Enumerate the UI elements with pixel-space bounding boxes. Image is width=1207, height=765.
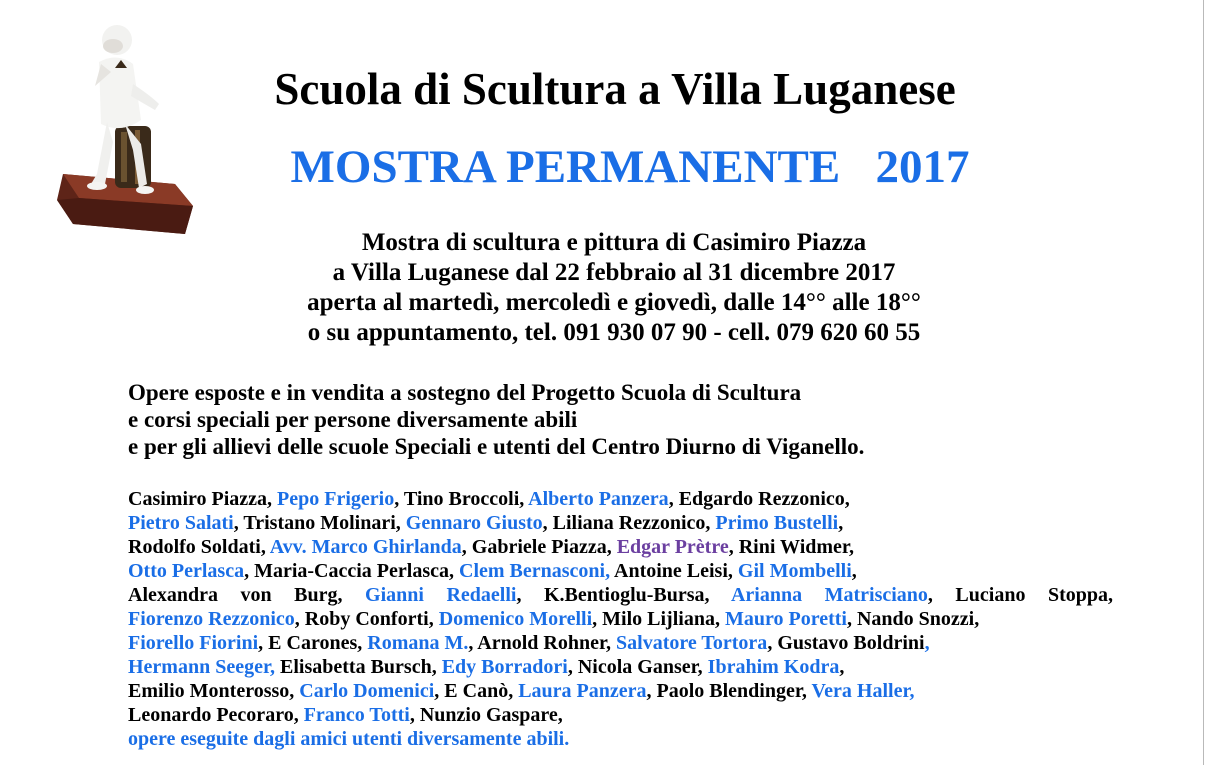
artist-name: Rodolfo Soldati (128, 536, 261, 558)
page-title: Scuola di Scultura a Villa Luganese (274, 64, 956, 114)
artist-link[interactable]: Primo Bustelli (715, 512, 839, 534)
artist-line (128, 727, 1113, 751)
artist-name: Liliana Rezzonico (552, 512, 706, 534)
artist-name: Roby Conforti (304, 608, 429, 630)
artist-name: Gabriele Piazza (471, 536, 607, 558)
artist-link[interactable]: Romana M. (367, 632, 469, 654)
artist-name: Elisabetta Bursch (280, 656, 432, 678)
artist-line: Casimiro Piazza, Pepo Frigerio, Tino Broccoli, Alberto Panzera, Edgardo Rezzonico, (128, 488, 850, 510)
artist-link[interactable]: Gil Mombelli (737, 560, 852, 582)
artist-name: Arnold Rohner (477, 632, 607, 654)
artist-link[interactable]: Gennaro Giusto (405, 512, 543, 534)
artist-link[interactable]: Alberto Panzera (528, 488, 669, 510)
exhibition-info (0, 228, 1207, 348)
artist-line: Otto Perlasca, Maria-Caccia Perlasca, Clem Bernasconi, Antoine Leisi, Gil Mombelli, (128, 560, 857, 582)
artist-name: Luciano Stoppa, (955, 584, 1113, 606)
artist-line: Alexandra von Burg, Gianni Redaelli, K.Bentioglu-Bursa, Arianna Matrisciano, Luciano Stoppa, (128, 584, 1113, 606)
artist-link[interactable]: Pietro Salati (128, 512, 234, 534)
artist-link[interactable]: Arianna Matrisciano (730, 584, 928, 606)
artist-name: Tristano Molinari (243, 512, 396, 534)
artist-link[interactable]: Salvatore Tortora (616, 632, 768, 654)
artist-line: Rodolfo Soldati, Avv. Marco Ghirlanda, Gabriele Piazza, Edgar Prètre, Rini Widmer, (128, 536, 854, 558)
artist-name: Rini Widmer (738, 536, 849, 558)
info-line: o su appuntamento, tel. 091 930 07 90 - cell. 079 620 60 55 (307, 319, 921, 346)
artist-link[interactable]: Ibrahim Kodra (707, 656, 840, 678)
artist-name: Antoine Leisi (614, 560, 728, 582)
artist-link[interactable]: Fiorenzo Rezzonico (128, 608, 295, 630)
artist-name: Emilio Monterosso (128, 680, 290, 702)
artist-name: Alexandra von Burg, (128, 584, 343, 606)
purpose-line: e per gli allievi delle scuole Speciali e utenti del Centro Diurno di Viganello. (128, 434, 865, 459)
sculpture-image (55, 24, 197, 240)
artist-name: E Carones (268, 632, 358, 654)
artist-name: Gustavo Boldrini (777, 632, 925, 654)
artist-line: Pietro Salati, Tristano Molinari, Gennaro Giusto, Liliana Rezzonico, Primo Bustelli, (128, 512, 844, 534)
exhibition-subtitle: MOSTRA PERMANENTE 2017 (290, 141, 970, 193)
artist-name: E Canò (444, 680, 509, 702)
closing-link[interactable]: opere eseguite dagli amici utenti diversamente abili. (128, 728, 570, 750)
artist-name: Maria-Caccia Perlasca (254, 560, 449, 582)
info-line: aperta al martedì, mercoledì e giovedì, dalle 14°° alle 18°° (307, 289, 921, 316)
artist-link[interactable]: Laura Panzera (518, 680, 647, 702)
artist-link[interactable]: Edy Borradori (441, 656, 568, 678)
artist-name: Edgardo Rezzonico (678, 488, 845, 510)
artist-link[interactable]: Mauro Poretti (724, 608, 847, 630)
artist-link[interactable]: Hermann Seeger, (128, 656, 276, 678)
artist-name: Milo Lijliana (602, 608, 715, 630)
artist-line: Emilio Monterosso, Carlo Domenici, E Canò, Laura Panzera, Paolo Blendinger, Vera Haller, (128, 680, 915, 702)
artist-link-visited[interactable]: Edgar Prètre (616, 536, 729, 558)
info-line: Mostra di scultura e pittura di Casimiro Piazza (361, 229, 867, 256)
artist-line: Leonardo Pecoraro, Franco Totti, Nunzio Gaspare, (128, 704, 563, 726)
artist-line: Fiorenzo Rezzonico, Roby Conforti, Domenico Morelli, Milo Lijliana, Mauro Poretti, Nando Snozzi, (128, 608, 980, 630)
artist-link[interactable]: Franco Totti (303, 704, 410, 726)
artist-list (128, 487, 1113, 751)
artist-link[interactable]: Vera Haller, (811, 680, 915, 702)
artist-link[interactable]: Fiorello Fiorini (128, 632, 259, 654)
artist-name: Nicola Ganser (577, 656, 698, 678)
artist-name: Casimiro Piazza (128, 488, 268, 510)
artist-link[interactable]: Otto Perlasca (128, 560, 245, 582)
artist-link[interactable]: Clem Bernasconi, (459, 560, 611, 582)
artist-name: Tino Broccoli (403, 488, 520, 510)
info-line: a Villa Luganese dal 22 febbraio al 31 dicembre 2017 (332, 259, 896, 286)
purpose-line: e corsi speciali per persone diversamente abili (128, 407, 578, 432)
artist-name: Nunzio Gaspare, (419, 704, 563, 726)
artist-link[interactable]: Gianni Redaelli (365, 584, 517, 606)
artist-name: Paolo Blendinger (656, 680, 802, 702)
artist-name: Leonardo Pecoraro (128, 704, 294, 726)
artist-line: Hermann Seeger, Elisabetta Bursch, Edy Borradori, Nicola Ganser, Ibrahim Kodra, (128, 656, 845, 678)
artist-link[interactable]: Pepo Frigerio (277, 488, 395, 510)
purpose-text (128, 379, 864, 460)
artist-link[interactable]: Carlo Domenici (299, 680, 435, 702)
artist-link[interactable]: Domenico Morelli (438, 608, 593, 630)
artist-name: Nando Snozzi, (856, 608, 980, 630)
artist-line: Fiorello Fiorini, E Carones, Romana M., Arnold Rohner, Salvatore Tortora, Gustavo Boldrini, (128, 632, 930, 654)
artist-name: K.Bentioglu-Bursa, (543, 584, 710, 606)
artist-link[interactable]: Avv. Marco Ghirlanda (269, 536, 462, 558)
purpose-line: Opere esposte e in vendita a sostegno del Progetto Scuola di Scultura (128, 380, 802, 405)
